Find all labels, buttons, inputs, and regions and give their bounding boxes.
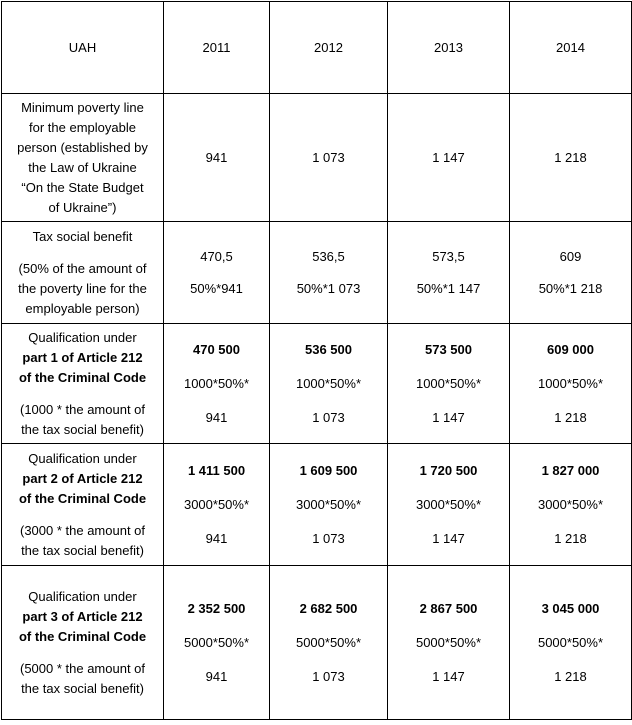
header-row <box>2 2 632 94</box>
table-row-part-1 <box>2 324 632 444</box>
table-cell: 2 682 500 5000*50%* 1 073 <box>270 566 388 720</box>
table-row-part-3 <box>2 566 632 720</box>
table-cell: 1 073 <box>270 94 388 222</box>
row-label: Qualification under part 2 of Article 212 of the Criminal Code (3000 * the amount of the tax social benefit) <box>2 444 164 566</box>
qualification-table <box>1 1 632 720</box>
table-cell: 2 352 500 5000*50%* 941 <box>164 566 270 720</box>
table-cell: 470 500 1000*50%* 941 <box>164 324 270 444</box>
header-year-2014: 2014 <box>510 2 632 94</box>
table-cell: 573 500 1000*50%* 1 147 <box>388 324 510 444</box>
table-cell: 536 500 1000*50%* 1 073 <box>270 324 388 444</box>
row-label: Qualification under part 3 of Article 212 of the Criminal Code (5000 * the amount of the tax social benefit) <box>2 566 164 720</box>
table-cell: 941 <box>164 94 270 222</box>
table-cell: 609 50%*1 218 <box>510 222 632 324</box>
table-row-tax-benefit <box>2 222 632 324</box>
table-cell: 609 000 1000*50%* 1 218 <box>510 324 632 444</box>
header-year-2011: 2011 <box>164 2 270 94</box>
table-cell: 470,5 50%*941 <box>164 222 270 324</box>
table-row-poverty-line <box>2 94 632 222</box>
table-cell: 1 720 500 3000*50%* 1 147 <box>388 444 510 566</box>
header-unit: UAH <box>2 2 164 94</box>
table-cell: 1 827 000 3000*50%* 1 218 <box>510 444 632 566</box>
header-year-2012: 2012 <box>270 2 388 94</box>
table-cell: 573,5 50%*1 147 <box>388 222 510 324</box>
row-label: Tax social benefit (50% of the amount of the poverty line for the employable person) <box>2 222 164 324</box>
table-cell: 2 867 500 5000*50%* 1 147 <box>388 566 510 720</box>
table-row-part-2 <box>2 444 632 566</box>
table-cell: 1 218 <box>510 94 632 222</box>
row-label: Minimum poverty line for the employable person (established by the Law of Ukraine “On the State Budget of Ukraine”) <box>2 94 164 222</box>
header-year-2013: 2013 <box>388 2 510 94</box>
table-cell: 536,5 50%*1 073 <box>270 222 388 324</box>
table-cell: 3 045 000 5000*50%* 1 218 <box>510 566 632 720</box>
table-cell: 1 147 <box>388 94 510 222</box>
row-label: Qualification under part 1 of Article 212 of the Criminal Code (1000 * the amount of the tax social benefit) <box>2 324 164 444</box>
table-cell: 1 411 500 3000*50%* 941 <box>164 444 270 566</box>
table-cell: 1 609 500 3000*50%* 1 073 <box>270 444 388 566</box>
